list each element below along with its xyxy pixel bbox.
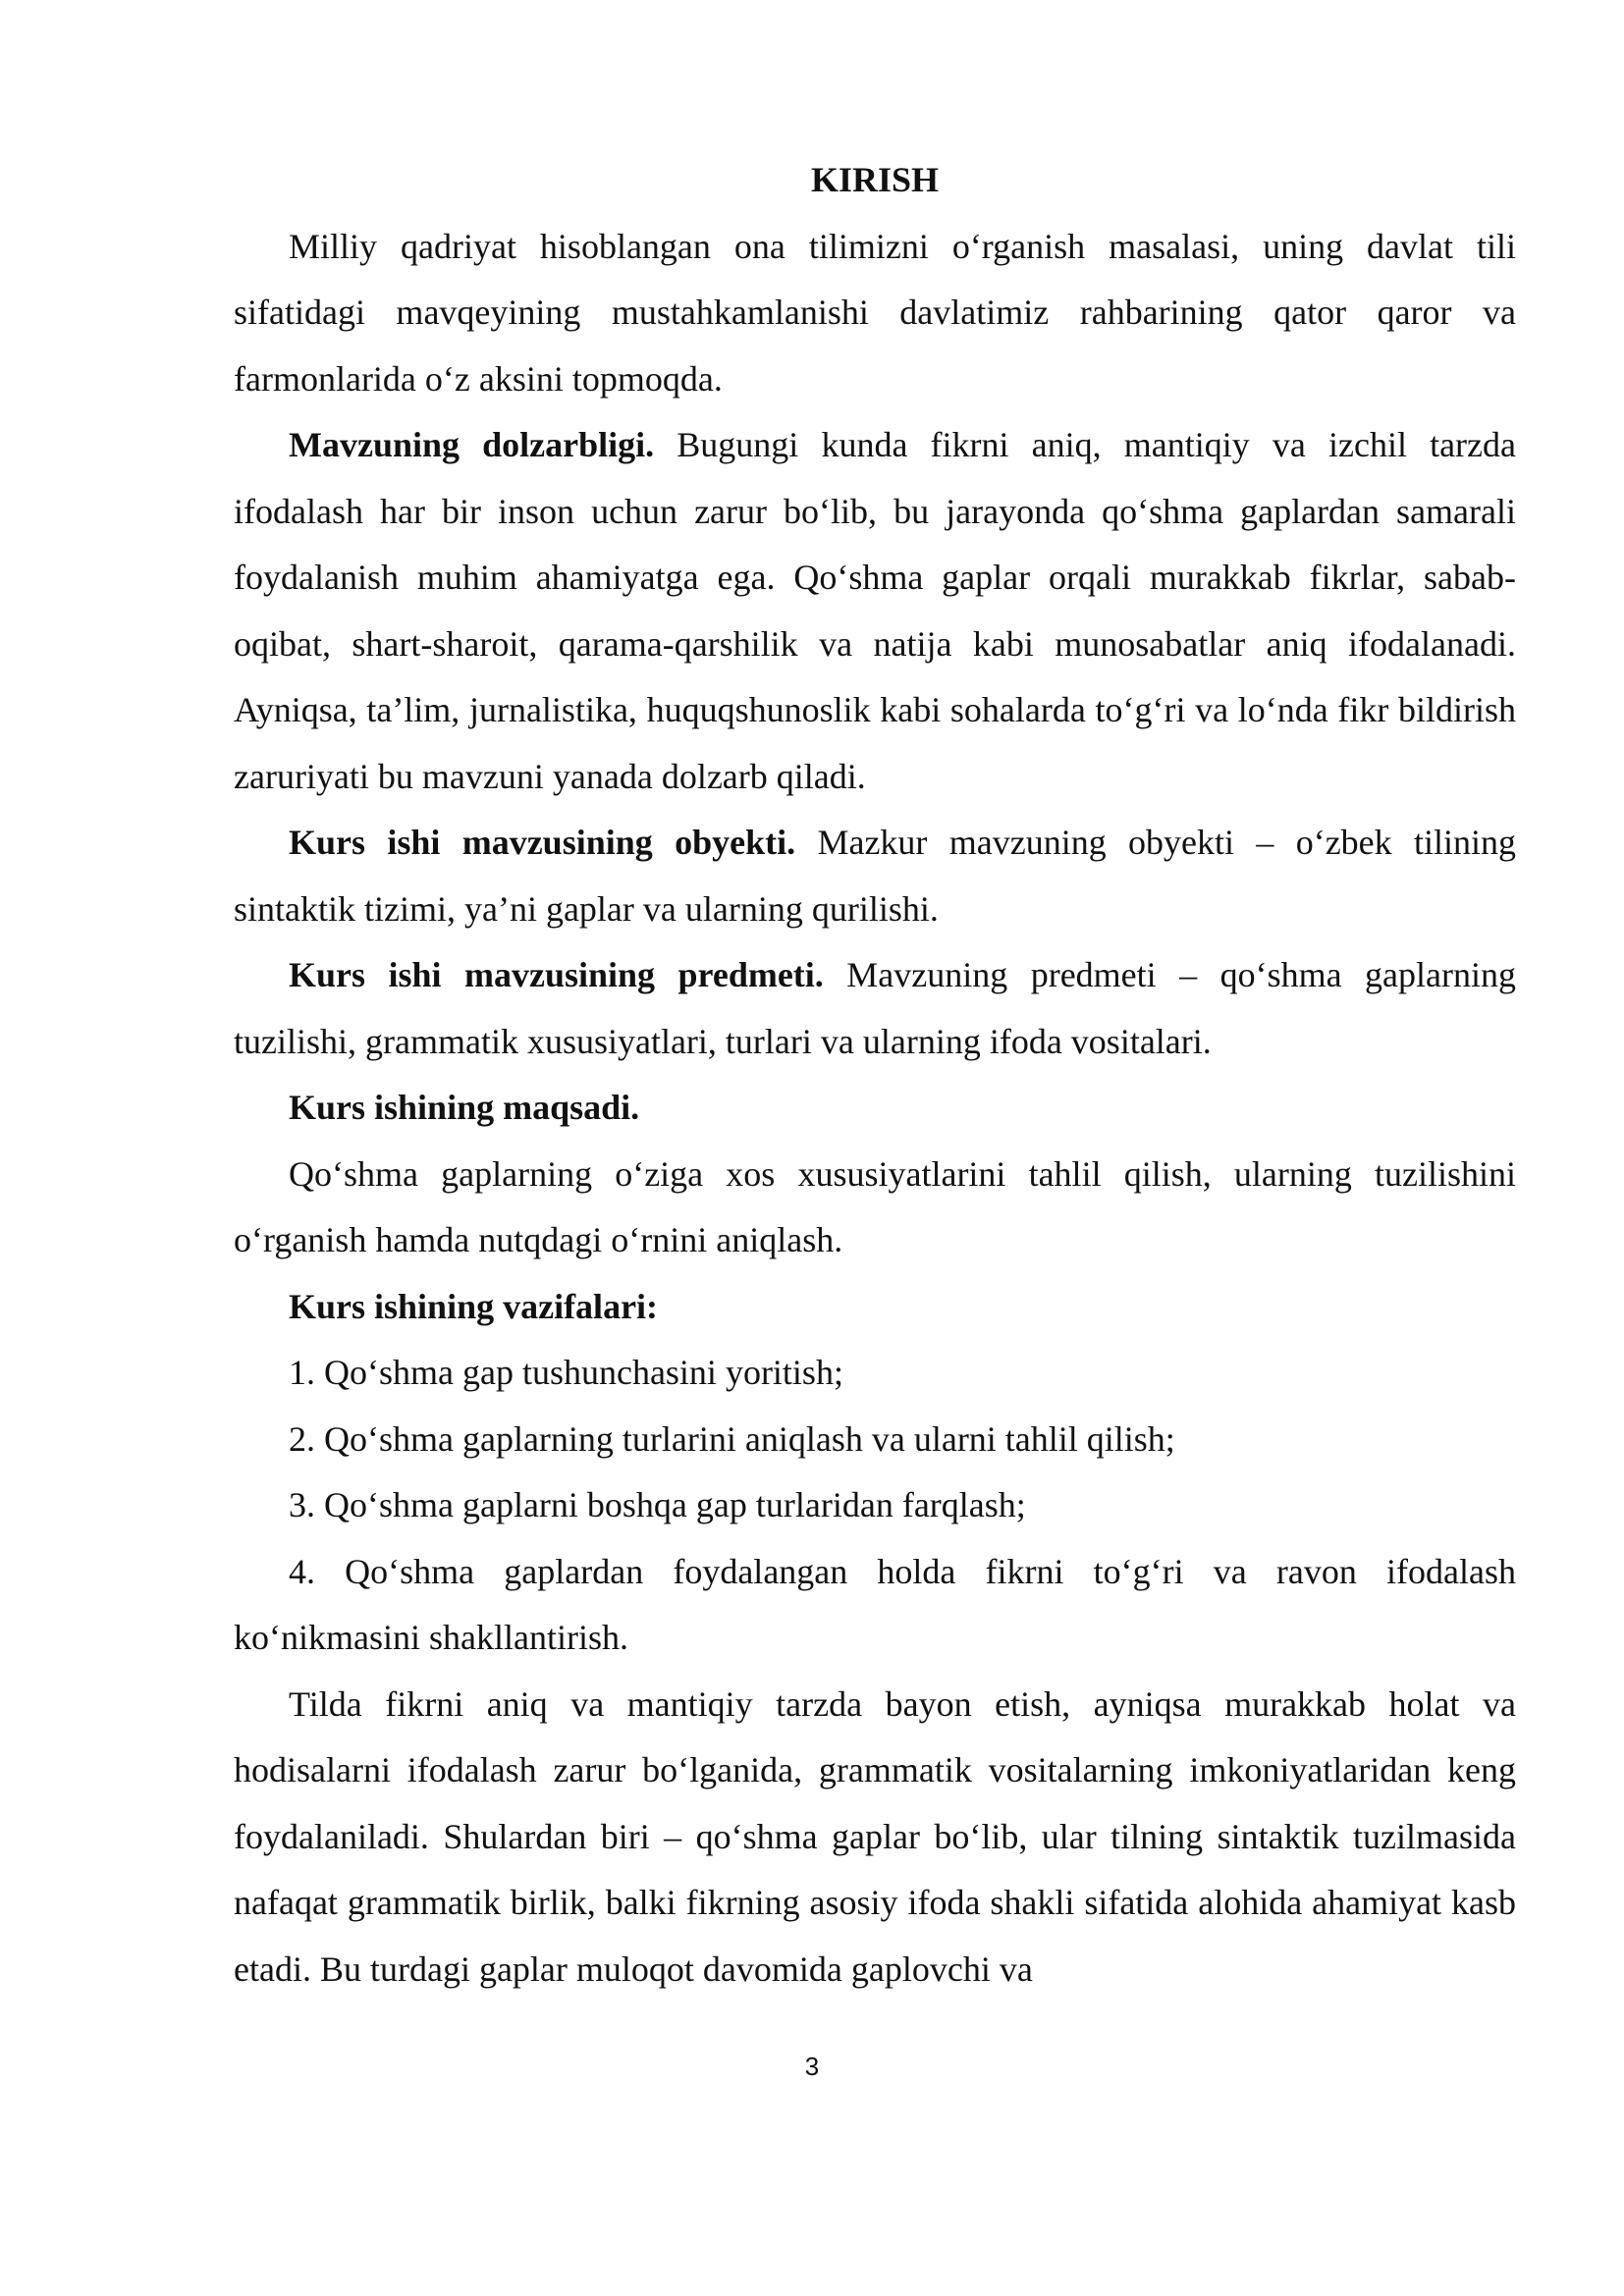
page-number: 3 [804,2052,820,2081]
subject-heading: Kurs ishi mavzusining predmeti. [289,955,824,994]
subject-paragraph [234,942,1516,1075]
object-heading: Kurs ishi mavzusining obyekti. [289,823,796,862]
closing-paragraph: Tilda fikrni aniq va mantiqiy tarzda bayon etish, ayniqsa murakkab holat va hodisalarni ifodalash zarur bo‘lganida, grammatik vositalarning imkoniyatlaridan keng foydalaniladi. Shulardan biri – qo‘shma gaplar bo‘lib, ular tilning sintaktik tuzilmasida nafaqat grammatik birlik, balki fikrning asosiy ifoda shakli sifatida alohida ahamiyat kasb etadi. Bu turdagi gaplar muloqot davomida gaplovchi va [234,1683,1516,1989]
object-text: Mazkur mavzuning obyekti – o‘zbek tilining sintaktik tizimi, ya’ni gaplar va ularning qurilishi. [234,823,1516,929]
task-item-4: 4. Qo‘shma gaplardan foydalangan holda fikrni to‘g‘ri va ravon ifodalash ko‘nikmasini shakllantirish. [234,1551,1516,1657]
relevance-heading: Mavzuning dolzarbligi. [289,425,655,464]
goal-heading: Kurs ishining maqsadi. [289,1088,640,1127]
object-paragraph [234,810,1516,942]
task-item-3: 3. Qo‘shma gaplarni boshqa gap turlaridan farqlash; [289,1485,1026,1524]
relevance-paragraph [234,412,1516,810]
relevance-text: Bugungi kunda fikrni aniq, mantiqiy va izchil tarzda ifodalash har bir inson uchun zarur bo‘lib, bu jarayonda qo‘shma gaplardan samarali foydalanish muhim ahamiyatga ega. Qo‘shma gaplar orqali murakkab fikrlar, sabab-oqibat, shart-sharoit, qarama-qarshilik va natija kabi munosabatlar aniq ifodalanadi. Ayniqsa, ta’lim, jurnalistika, huquqshunoslik kabi sohalarda to‘g‘ri va lo‘nda fikr bildirish zaruriyati bu mavzuni yanada dolzarb qiladi. [234,425,1517,796]
task-item-2: 2. Qo‘shma gaplarning turlarini aniqlash va ularni tahlil qilish; [289,1418,1175,1459]
goal-paragraph: Qo‘shma gaplarning o‘ziga xos xususiyatlarini tahlil qilish, ularning tuzilishini o‘rganish hamda nutqdagi o‘rnini aniqlash. [234,1153,1516,1259]
document-page [234,147,1516,2002]
subject-text: Mavzuning predmeti – qo‘shma gaplarning tuzilishi, grammatik xususiyatlari, turlari va ularning ifoda vositalari. [234,955,1516,1061]
intro-paragraph: Milliy qadriyat hisoblangan ona tilimizni o‘rganish masalasi, uning davlat tili sifatidagi mavqeyining mustahkamlanishi davlatimiz rahbarining qator qaror va farmonlarida o‘z aksini topmoqda. [234,226,1516,399]
task-item-1: 1. Qo‘shma gap tushunchasini yoritish; [289,1353,843,1392]
page-title: KIRISH [810,160,940,199]
tasks-heading: Kurs ishining vazifalari: [289,1286,659,1326]
